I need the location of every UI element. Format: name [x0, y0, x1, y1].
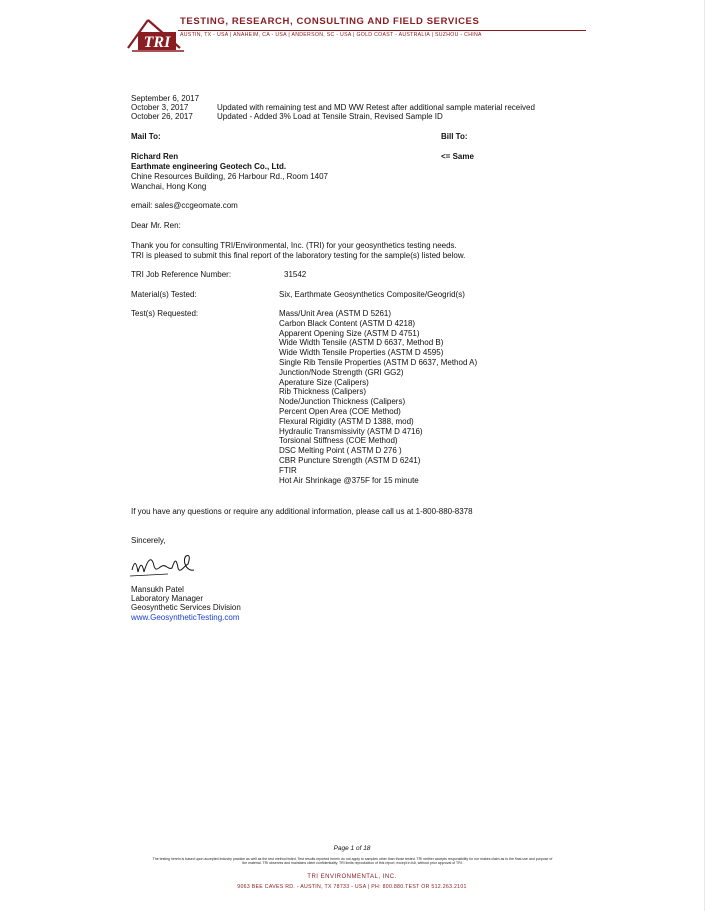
test-item: FTIR — [279, 465, 297, 475]
test-item: Apparent Opening Size (ASTM D 4751) — [279, 328, 420, 338]
header-divider — [178, 30, 586, 31]
signer-title: Laboratory Manager — [131, 594, 204, 603]
mail-to-label: Mail To: — [131, 132, 161, 141]
footer-disclaimer: The testing herein is based upon accepted industry practice as well as the test method listed. Test results reported herein do not apply to samples other than those tested. TRI neither accepts responsibility for nor makes claim as to the final use and purpose of the material. TRI observes and maintains client confidentiality. TRI limits reproduction of this report, except in full, without prior approval of TRI. — [152, 857, 553, 866]
intro-line-2: TRI is pleased to submit this final report of the laboratory testing for the sample(s) listed below. — [131, 251, 466, 260]
closing: Sincerely, — [131, 536, 166, 545]
signature-icon — [128, 548, 200, 582]
test-item: Flexural Rigidity (ASTM D 1388, mod) — [279, 416, 414, 426]
test-item: Hot Air Shrinkage @375F for 15 minute — [279, 475, 419, 485]
date-2-note: Updated with remaining test and MD WW Retest after additional sample material received — [217, 103, 535, 112]
bill-to-label: Bill To: — [441, 132, 468, 141]
test-item: Rib Thickness (Calipers) — [279, 387, 366, 397]
website-link[interactable]: www.GeosyntheticTesting.com — [131, 613, 240, 622]
test-item: Wide Width Tensile (ASTM D 6637, Method B) — [279, 338, 444, 348]
page-number: Page 1 of 18 — [333, 845, 371, 852]
intro-line-1: Thank you for consulting TRI/Environmental, Inc. (TRI) for your geosynthetics testing needs. — [131, 241, 457, 250]
test-item: Junction/Node Strength (GRI GG2) — [279, 367, 404, 377]
test-item: Hydraulic Transmissivity (ASTM D 4716) — [279, 426, 423, 436]
test-item: Node/Junction Thickness (Calipers) — [279, 397, 406, 407]
date-2: October 3, 2017 — [131, 103, 189, 112]
test-item: Wide Width Tensile Properties (ASTM D 4595) — [279, 348, 444, 358]
header-locations: AUSTIN, TX - USA | ANAHEIM, CA - USA | ANDERSON, SC - USA | GOLD COAST - AUSTRALIA | SUZHOU - CHINA — [180, 32, 482, 38]
materials-value: Six, Earthmate Geosynthetics Composite/Geogrid(s) — [279, 290, 465, 299]
recipient-company: Earthmate engineering Geotech Co., Ltd. — [131, 162, 287, 171]
materials-label: Material(s) Tested: — [131, 290, 197, 299]
date-1: September 6, 2017 — [131, 94, 200, 103]
job-ref-label: TRI Job Reference Number: — [131, 270, 232, 279]
salutation: Dear Mr. Ren: — [131, 221, 181, 230]
test-item: Single Rib Tensile Properties (ASTM D 6637, Method A) — [279, 357, 478, 367]
questions-text: If you have any questions or require any additional information, please call us at 1-800-880-8378 — [131, 507, 473, 516]
tri-logo-icon — [124, 14, 188, 54]
recipient-address-1: Chine Resources Building, 26 Harbour Rd., Room 1407 — [131, 172, 328, 181]
logo-text: TRI — [143, 34, 171, 51]
date-3: October 26, 2017 — [131, 112, 193, 121]
signer-division: Geosynthetic Services Division — [131, 603, 241, 612]
test-item: Mass/Unit Area (ASTM D 5261) — [279, 309, 392, 318]
footer-company: TRI ENVIRONMENTAL, INC. — [307, 874, 397, 880]
signer-name: Mansukh Patel — [131, 585, 184, 594]
test-item: Percent Open Area (COE Method) — [279, 406, 401, 416]
tests-label: Test(s) Requested: — [131, 309, 199, 318]
test-item: DSC Melting Point ( ASTM D 276 ) — [279, 446, 402, 456]
test-item: CBR Puncture Strength (ASTM D 6241) — [279, 455, 421, 465]
header-title: TESTING, RESEARCH, CONSULTING AND FIELD SERVICES — [180, 16, 480, 27]
bill-to-value: <= Same — [441, 152, 474, 161]
recipient-address-2: Wanchai, Hong Kong — [131, 182, 207, 191]
test-item: Carbon Black Content (ASTM D 4218) — [279, 318, 416, 328]
test-item: Torsional Stiffness (COE Method) — [279, 436, 398, 446]
tests-list — [279, 309, 477, 485]
footer-address: 9063 BEE CAVES RD. - AUSTIN, TX 78733 - USA | PH: 800.880.TEST OR 512.263.2101 — [237, 884, 467, 890]
date-3-note: Updated - Added 3% Load at Tensile Strain, Revised Sample ID — [217, 112, 443, 121]
job-ref-value: 31542 — [284, 270, 307, 279]
recipient-email: email: sales@ccgeomate.com — [131, 201, 238, 210]
recipient-name: Richard Ren — [131, 152, 179, 161]
test-item: Aperature Size (Calipers) — [279, 377, 369, 387]
